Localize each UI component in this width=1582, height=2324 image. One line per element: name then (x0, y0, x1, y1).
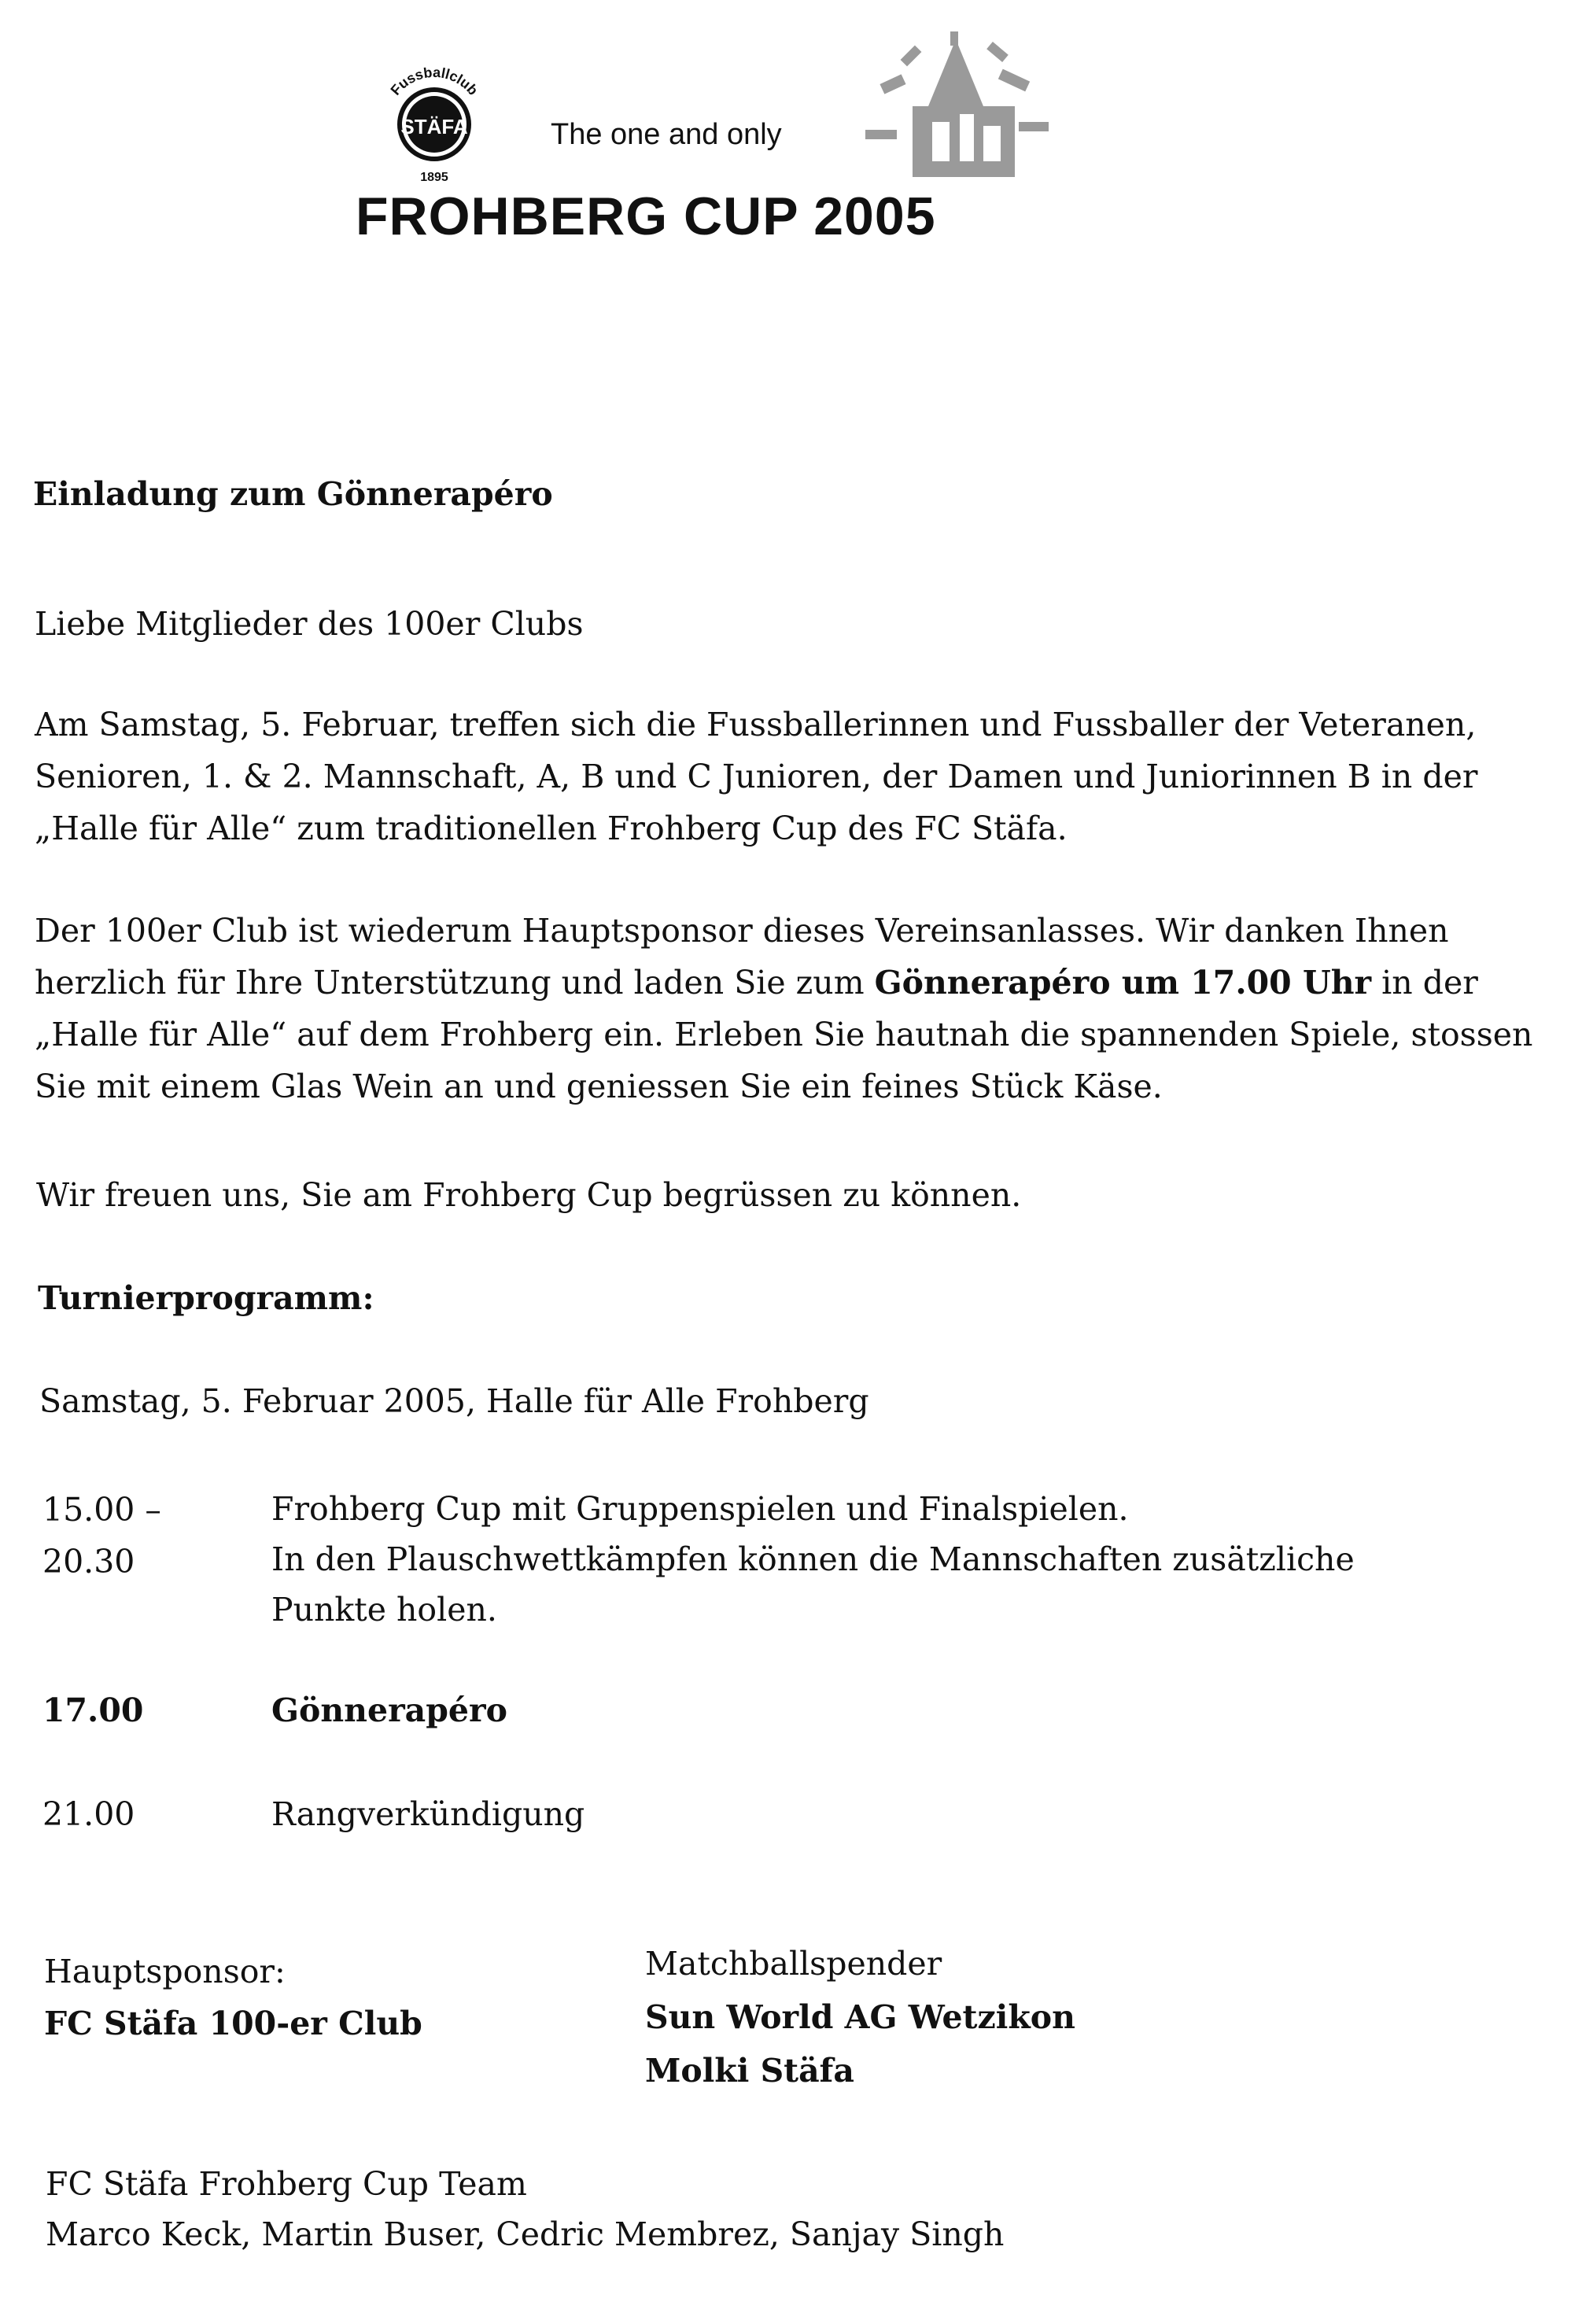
fc-stafa-logo-icon (371, 61, 497, 187)
letter-heading: Einladung zum Gönnerapéro (33, 475, 553, 513)
letter-paragraph-3: Wir freuen uns, Sie am Frohberg Cup begrüssen zu können. (36, 1176, 1022, 1214)
program-item-line-2: In den Plauschwettkämpfen können die Mannschaften zusätzliche (271, 1540, 1355, 1578)
frohberg-hall-logo-icon (857, 31, 1054, 181)
fc-logo-top-text: Fussballclub (387, 64, 481, 98)
letter-paragraph-2 (35, 905, 1576, 1112)
page-title: FROHBERG CUP 2005 (356, 186, 936, 246)
program-time-end: 20.30 (42, 1543, 135, 1581)
main-sponsor-name: FC Stäfa 100-er Club (44, 2005, 422, 2042)
program-time-start: 15.00 – (42, 1491, 161, 1529)
paragraph-2-part-a: Der 100er Club ist wiederum Hauptsponsor dieses Vereinsanlasses. Wir danken Ihnen herzlich für Ihre Unterstützung und laden Sie zum (35, 912, 1449, 1002)
paragraph-2-part-b: in der „Halle für Alle“ auf dem Frohberg ein. Erleben Sie hautnah die spannenden Spiele, stossen Sie mit einem Glas Wein an und geniessen Sie ein feines Stück Käse. (35, 964, 1533, 1105)
program-heading: Turnierprogramm: (38, 1279, 374, 1317)
program-time: 17.00 (42, 1691, 144, 1729)
program-item-description (271, 1484, 1530, 1635)
main-sponsor-label: Hauptsponsor: (44, 1953, 286, 1990)
tagline: The one and only (551, 118, 782, 151)
matchball-sponsor-name: Sun World AG Wetzikon (645, 1998, 1075, 2036)
program-item-line-3: Punkte holen. (271, 1591, 497, 1629)
team-title: FC Stäfa Frohberg Cup Team (46, 2165, 527, 2203)
matchball-sponsor-label: Matchballspender (645, 1945, 942, 1983)
fc-logo-center-text: STÄFA (400, 115, 468, 138)
team-members: Marco Keck, Martin Buser, Cedric Membrez, Sanjay Singh (46, 2215, 1005, 2253)
matchball-sponsor-name: Molki Stäfa (645, 2052, 854, 2090)
letter-paragraph-1: Am Samstag, 5. Februar, treffen sich die Fussballerinnen und Fussballer der Veteranen, Senioren, 1. & 2. Mannschaft, A, B und C Junioren, der Damen und Juniorinnen B in der „Halle für Alle“ zum traditionellen Frohberg Cup des FC Stäfa. (35, 706, 1478, 847)
program-time: 21.00 (42, 1795, 135, 1833)
program-item: Rangverkündigung (271, 1795, 585, 1833)
program-time-range (42, 1484, 161, 1588)
program-item: Gönnerapéro (271, 1691, 507, 1729)
program-item-line-1: Frohberg Cup mit Gruppenspielen und Finalspielen. (271, 1490, 1129, 1528)
paragraph-2-highlight: Gönnerapéro um 17.00 Uhr (874, 964, 1372, 1002)
fc-logo-year: 1895 (420, 171, 448, 184)
program-date-line: Samstag, 5. Februar 2005, Halle für Alle Frohberg (39, 1382, 869, 1420)
letter-greeting: Liebe Mitglieder des 100er Clubs (35, 605, 584, 643)
